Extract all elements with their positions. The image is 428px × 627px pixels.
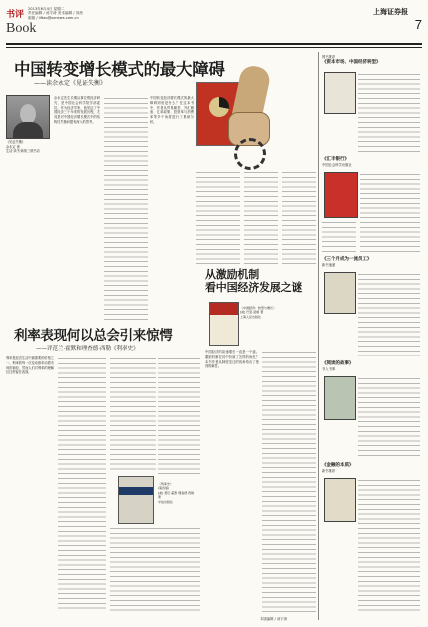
page-number: 7 — [414, 17, 422, 32]
right-item-4 — [322, 360, 422, 371]
article2-headline: 利率表现何以总会引来惊愕 — [14, 328, 173, 344]
right-item-3-text — [358, 272, 420, 356]
right-book-cover-1 — [324, 72, 356, 114]
right-item-label: 新书速递 — [322, 263, 336, 267]
meta-line: 2013年6月4日 星期二 — [28, 7, 65, 11]
right-item-label: 书人书事 — [322, 367, 336, 371]
article1-headline: 中国转变增长模式的最大障碍 — [14, 60, 225, 79]
right-book-cover-3 — [324, 272, 356, 314]
right-item-5-text — [358, 478, 420, 612]
right-item-title: 《阅读的故事》 — [322, 361, 354, 366]
article1-body-col6 — [282, 170, 316, 264]
article3-body-col2 — [262, 350, 316, 612]
right-item-title: 《汇丰银行》 — [322, 157, 349, 162]
column-divider — [318, 52, 319, 620]
section-title: 书评 — [6, 10, 25, 20]
page-footer: 本版编辑 / 汤宇涛 — [260, 617, 288, 621]
article1-book-caption: 《见证失衡》 余永定 著 生活·读书·新知三联书店 — [6, 140, 40, 153]
article3-para: 中国经济的高速增长一直是一个谜。激励机制在其中扮演了怎样的角色？本书作者从制度变迁的视角给出了独到的解答。 — [205, 350, 259, 369]
article1-body-col2 — [104, 96, 148, 322]
header-rule — [6, 43, 422, 45]
hand-gear-illustration — [210, 66, 282, 166]
article1-body-col1 — [54, 96, 100, 322]
right-item-label: 中国社会科学出版社 — [322, 163, 352, 167]
article2-book-cover — [118, 476, 154, 524]
article1-para: 余永定先生长期从事宏观经济研究，是中国社会科学院学部委员。作为经济学家，他见证了中国经济三十年来的发展历程，尤其是对中国经济增长模式中的结构性失衡问题有深入的思考。 — [54, 96, 100, 124]
article1-body-col3 — [150, 96, 194, 322]
meta-line: 邮箱 / liftao@sxnews.com.cn — [28, 15, 79, 20]
article2-body-col2 — [58, 356, 106, 612]
right-item-label: 图书推荐 — [322, 55, 336, 59]
article1-para: 中国转变经济增长模式的最大障碍到底是什么？在这本书中，作者从贸易顺差、外汇储备、汇率政策、投资率与消费率等多个角度进行了系统分析。 — [150, 96, 194, 124]
right-item-4-text — [358, 376, 420, 456]
right-book-cover-4 — [324, 376, 356, 420]
page-header — [6, 5, 422, 41]
header-rule-thin — [6, 47, 422, 48]
right-item-title: 《三个月成为一流员工》 — [322, 257, 372, 262]
right-item-5 — [322, 462, 422, 473]
meta-line: 责任编辑 / 汤宇涛 美术编辑 / 刘茜 — [28, 11, 83, 16]
right-item-2 — [322, 156, 422, 167]
author-photo — [6, 95, 50, 139]
article2-body-col3 — [110, 356, 156, 472]
article1-subhead: ——读余永定《见证失衡》 — [34, 80, 107, 87]
article2-book-caption: 《利率史》 (第四版) [美] 悉尼·霍默 理查德·西勒 著 中信出版社 — [158, 482, 195, 504]
article3-body-col1 — [205, 350, 259, 612]
right-item-3 — [322, 256, 422, 267]
right-item-1 — [322, 54, 422, 65]
right-item-1-text — [358, 72, 420, 152]
header-meta — [28, 7, 83, 20]
gear-icon — [234, 138, 266, 170]
article1-body-col5 — [244, 170, 278, 264]
article3-book-cover — [209, 302, 239, 346]
article2-body-col5 — [110, 526, 200, 612]
right-book-cover-2 — [324, 172, 358, 218]
right-book-cover-5 — [324, 478, 356, 522]
newspaper-name: 上海证券报 — [373, 7, 408, 16]
article3-book-caption: 《中国经济：转型与增长》 [美] 巴里·诺顿 著 上海人民出版社 — [240, 306, 277, 319]
section-brand: Book — [6, 21, 37, 36]
article2-body-col1 — [6, 356, 54, 612]
article3-headline: 从激励机制 看中国经济发展之谜 — [205, 268, 303, 294]
right-item-2-text-b — [322, 220, 356, 252]
article2-body-col4 — [158, 356, 200, 476]
article2-para: 利率是经济生活中最重要的价格之一。利率的每一次变动都牵动着市场的神经，然而人们对利率的理解往往停留在表面。 — [6, 356, 54, 375]
article2-subhead: ——评范兰·霍默和理查德·西勒《利率史》 — [36, 346, 139, 352]
right-item-title: 《资本市场、中国经济转型》 — [322, 60, 381, 65]
right-item-label: 新书推荐 — [322, 469, 336, 473]
right-item-title: 《金融的本质》 — [322, 463, 354, 468]
article1-body-col4 — [196, 170, 240, 264]
right-item-2-text — [360, 172, 420, 252]
